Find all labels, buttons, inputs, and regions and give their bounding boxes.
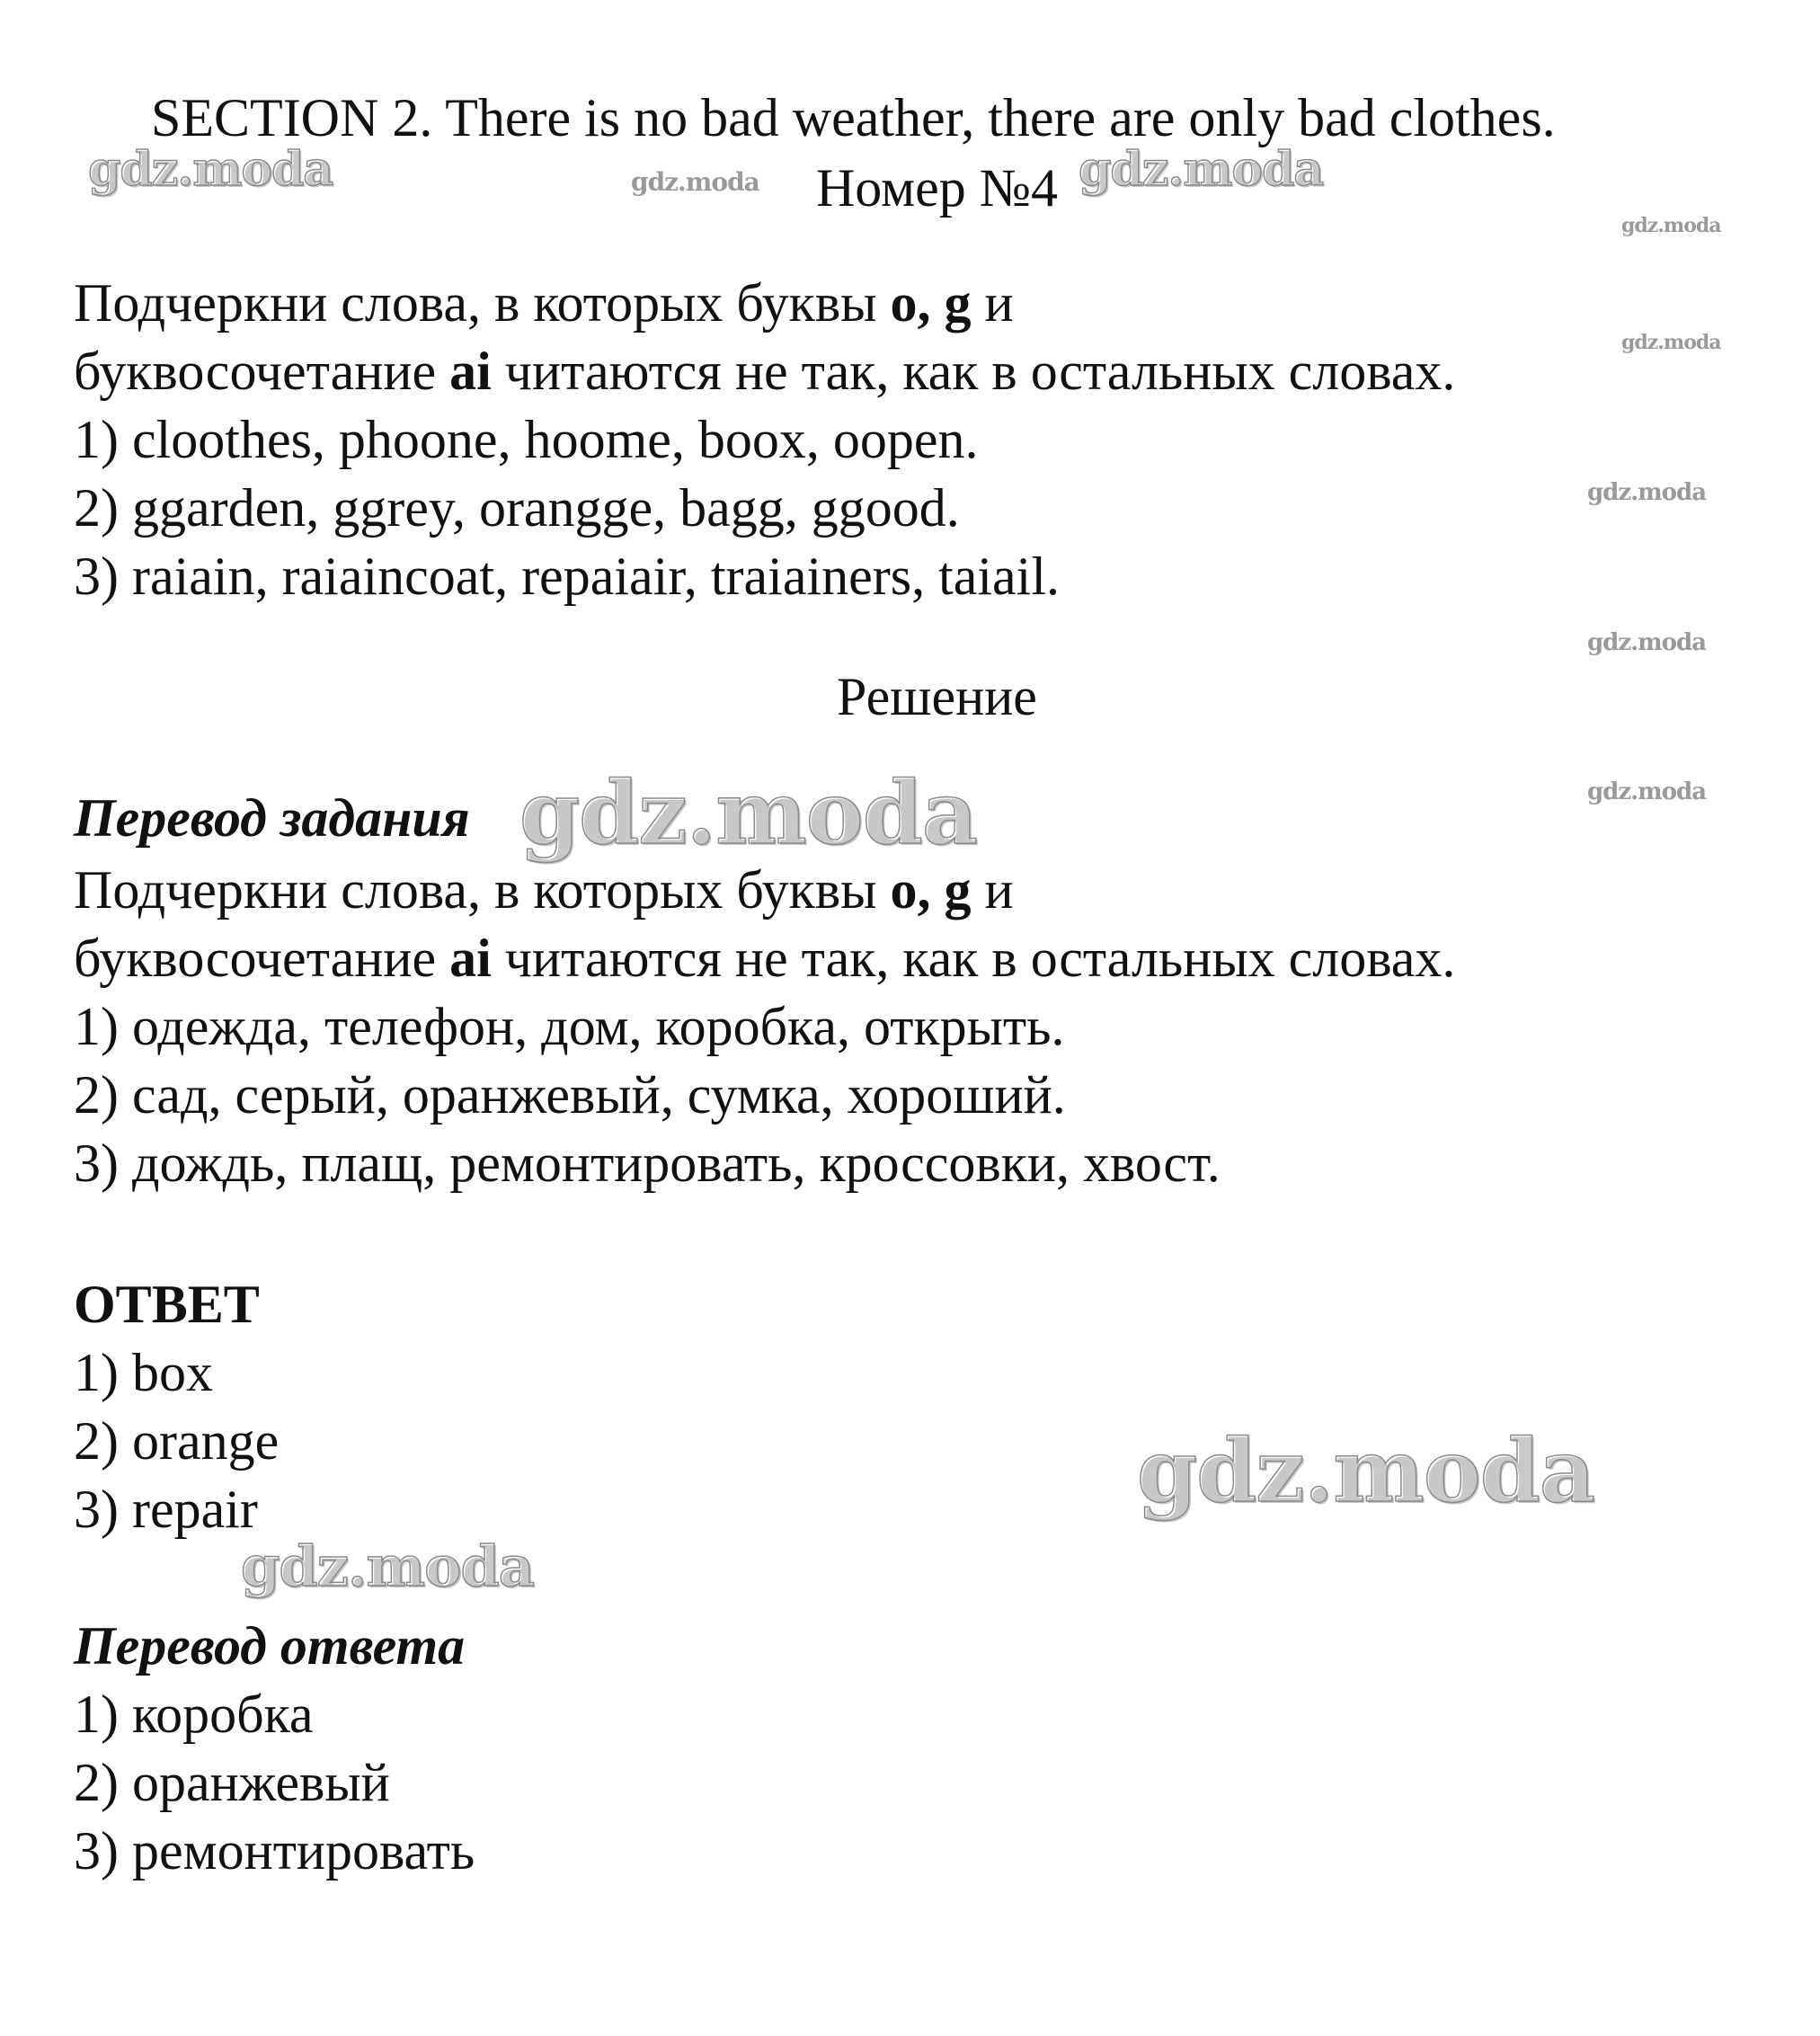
task-item-1: 1) cloothes, phoone, hoome, boox, oopen. (74, 410, 979, 469)
answer-heading: ОТВЕТ (74, 1275, 260, 1334)
answer-translation-item-2: 2) оранжевый (74, 1753, 390, 1812)
answer-item-3: 3) repair (74, 1480, 258, 1539)
translation-item-2: 2) сад, серый, оранжевый, сумка, хороший. (74, 1065, 1066, 1125)
task-intro-line-1: Подчеркни слова, в которых буквы o, g и (74, 273, 1014, 333)
watermark-logo: gdz.moda (1079, 142, 1324, 197)
answer-translation-item-1: 1) коробка (74, 1685, 314, 1744)
answer-translation-item-3: 3) ремонтировать (74, 1821, 475, 1880)
section-title: SECTION 2. There is no bad weather, there are only bad clothes. (151, 88, 1556, 147)
watermark-logo: gdz.moda (519, 762, 978, 864)
translation-intro-line-2: буквосочетание ai читаются не так, как в остальных словах. (74, 929, 1456, 988)
answer-translation-heading: Перевод ответа (74, 1616, 466, 1676)
watermark-logo: gdz.moda (1621, 214, 1721, 237)
answer-item-1: 1) box (74, 1343, 213, 1402)
watermark-logo: gdz.moda (1587, 629, 1707, 656)
watermark-logo: gdz.moda (631, 167, 759, 197)
task-number: Номер №4 (815, 158, 1059, 218)
task-item-2: 2) ggarden, ggrey, orangge, bagg, ggood. (74, 478, 960, 538)
task-translation-heading: Перевод задания (74, 788, 470, 848)
task-item-3: 3) raiain, raiaincoat, repaiair, traiainers, taiail. (74, 547, 1061, 606)
watermark-logo: gdz.moda (1137, 1420, 1595, 1522)
translation-item-3: 3) дождь, плащ, ремонтировать, кроссовки, хвост. (74, 1134, 1221, 1193)
watermark-logo: gdz.moda (1621, 331, 1721, 354)
watermark-logo: gdz.moda (1587, 778, 1707, 805)
watermark-logo: gdz.moda (88, 142, 333, 197)
answer-item-2: 2) orange (74, 1411, 280, 1471)
watermark-logo: gdz.moda (241, 1534, 534, 1599)
watermark-logo: gdz.moda (1587, 479, 1707, 506)
translation-intro-line-1: Подчеркни слова, в которых буквы o, g и (74, 860, 1014, 920)
translation-item-1: 1) одежда, телефон, дом, коробка, открыть. (74, 997, 1065, 1056)
task-intro-line-2: буквосочетание ai читаются не так, как в остальных словах. (74, 342, 1456, 401)
solution-heading: Решение (837, 667, 1037, 726)
